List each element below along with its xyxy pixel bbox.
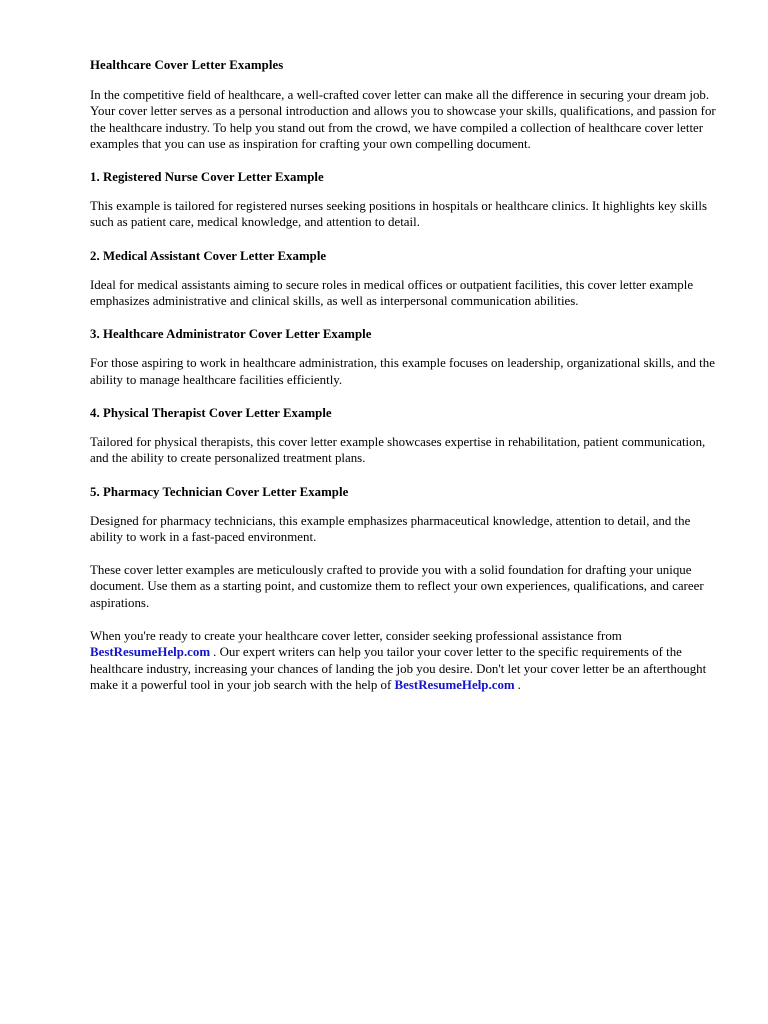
cta-text-part2: . Our expert writers can help you tailor your cover letter to the specific requirements of the healthcare industry, increasing your chances of landing the job you desire. Don't let your cover letter be an afterthought [90, 645, 707, 676]
section-body-1: This example is tailored for registered nurses seeking positions in hospitals or healthcare clinics. It highlights key skills such as patient care, medical knowledge, and attention to detail. [90, 199, 708, 230]
cta-paragraph [90, 628, 724, 693]
closing-paragraph: These cover letter examples are meticulously crafted to provide you with a solid foundation for drafting your unique document. Use them as a starting point, and customize them to reflect your own experiences, qualifications, and career aspirations. [90, 563, 704, 610]
cta-text-part3: make it a powerful tool in your job search with the help of [90, 677, 395, 692]
section-body-2: Ideal for medical assistants aiming to secure roles in medical offices or outpatient facilities, this cover letter example emphasizes administrative and clinical skills, as well as interpersonal communication abilities. [90, 277, 694, 309]
page-title: Healthcare Cover Letter Examples [90, 58, 284, 72]
cta-text-part4: . [517, 677, 521, 692]
section-heading-1: 1. Registered Nurse Cover Letter Example [90, 170, 324, 185]
section-heading-3: 3. Healthcare Administrator Cover Letter Example [90, 327, 372, 342]
section-body-5: Designed for pharmacy technicians, this example emphasizes pharmaceutical knowledge, attention to detail, and the ability to work in a fast-paced environment. [90, 513, 691, 544]
section-heading-5: 5. Pharmacy Technician Cover Letter Example [90, 484, 349, 499]
section-heading-2: 2. Medical Assistant Cover Letter Example [90, 248, 327, 263]
intro-paragraph: In the competitive field of healthcare, a well-crafted cover letter can make all the difference in securing your dream job. Your cover letter serves as a personal introduction and allows you to showcase your skills, qualifications, and passion for the healthcare industry. To help you stand out from the crowd, we have compiled a collection of healthcare cover letter examples that you can use as inspiration for crafting your own compelling document. [90, 88, 716, 151]
document-body [90, 57, 724, 707]
section-body-4: Tailored for physical therapists, this cover letter example showcases expertise in rehabilitation, patient communication, and the ability to create personalized treatment plans. [90, 434, 706, 466]
bestresumehelp-link-1[interactable]: BestResumeHelp.com [90, 645, 211, 660]
section-heading-4: 4. Physical Therapist Cover Letter Example [90, 405, 332, 420]
bestresumehelp-link-2[interactable]: BestResumeHelp.com [394, 677, 515, 692]
section-body-3: For those aspiring to work in healthcare administration, this example focuses on leadership, organizational skills, and the ability to manage healthcare facilities efficiently. [90, 356, 715, 387]
cta-text-part1: When you're ready to create your healthcare cover letter, consider seeking professional assistance from [90, 629, 622, 644]
